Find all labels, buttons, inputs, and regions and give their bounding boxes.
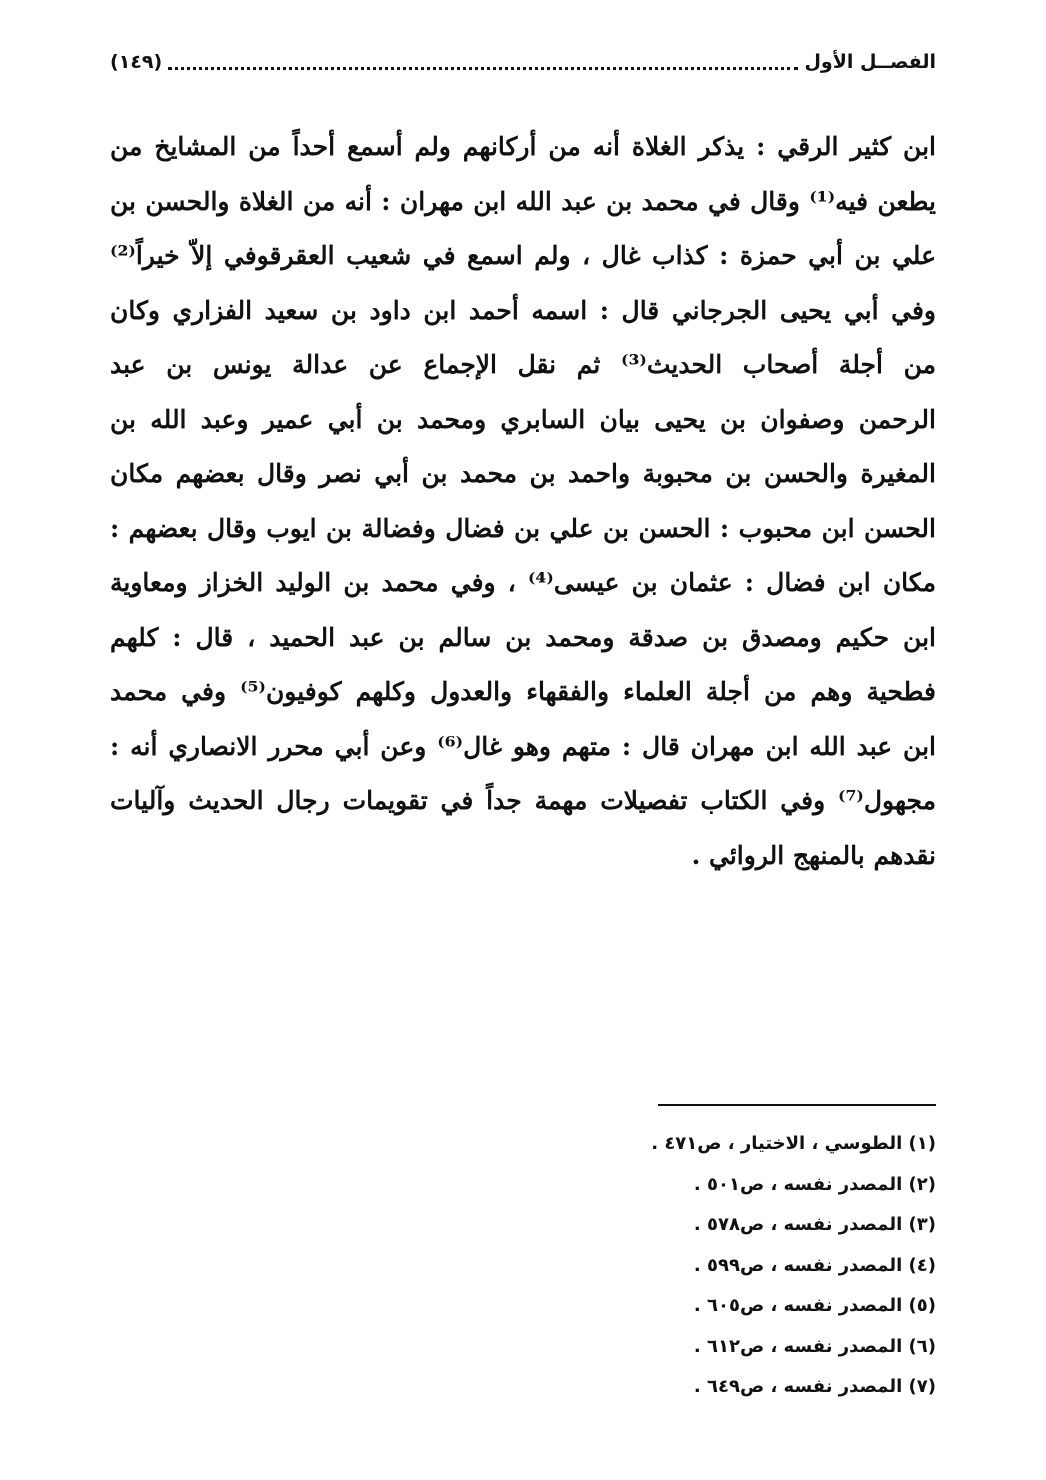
main-text <box>110 120 936 883</box>
page-number: (١٤٩) <box>110 51 163 73</box>
text-line: ابن كثير الرقي : يذكر الغلاة أنه من أركانهم ولم أسمع أحداً من المشايخ من <box>110 132 936 161</box>
footnote: (٥) المصدر نفسه ، ص٦٠٥ . <box>693 1295 936 1316</box>
text-line: وفي أبي يحيى الجرجاني قال : اسمه أحمد ابن داود بن سعيد الفزاري وكان <box>110 295 936 325</box>
text-line: الرحمن وصفوان بن يحيى بيان السابري ومحمد بن أبي عمير وعبد الله بن <box>110 404 936 434</box>
footnote: (٤) المصدر نفسه ، ص٥٩٩ . <box>693 1254 936 1276</box>
text-line: يطعن فيه⁽¹⁾ وقال في محمد بن عبد الله ابن مهران : أنه من الغلاة والحسن بن <box>110 186 936 216</box>
text-line: من أجلة أصحاب الحديث⁽³⁾ ثم نقل الإجماع عن عدالة يونس بن عبد <box>110 350 936 379</box>
text-line: ابن عبد الله ابن مهران قال : متهم وهو غال⁽⁶⁾ وعن أبي محرر الانصاري أنه : <box>110 731 936 761</box>
footnote: (٧) المصدر نفسه ، ص٦٤٩ . <box>693 1376 936 1397</box>
footnote: (٦) المصدر نفسه ، ص٦١٢ . <box>693 1335 936 1357</box>
text-line: الحسن ابن محبوب : الحسن بن علي بن فضال وفضالة بن ايوب وقال بعضهم : <box>110 513 936 543</box>
chapter-title: الفصــل الأول <box>804 51 936 73</box>
text-line: ابن حكيم ومصدق بن صدقة ومحمد بن سالم بن عبد الحميد ، قال : كلهم <box>110 622 936 652</box>
header-dot-leader <box>168 67 798 70</box>
footnote: (٢) المصدر نفسه ، ص٥٠١ . <box>693 1173 936 1195</box>
text-line: المغيرة والحسن بن محبوبة واحمد بن محمد بن أبي نصر وقال بعضهم مكان <box>110 459 936 488</box>
text-line: فطحية وهم من أجلة العلماء والفقهاء والعدول وكلهم كوفيون⁽⁵⁾ وفي محمد <box>110 677 936 706</box>
footnote-separator <box>658 1104 936 1106</box>
footnotes <box>110 1124 936 1408</box>
footnote: (١) الطوسي ، الاختيار ، ص٤٧١ . <box>651 1133 936 1154</box>
text-line: نقدهم بالمنهج الروائي . <box>691 840 936 870</box>
footnote: (٣) المصدر نفسه ، ص٥٧٨ . <box>693 1214 936 1235</box>
text-line: علي بن أبي حمزة : كذاب غال ، ولم اسمع في شعيب العقرقوفي إلاّ خيراً⁽²⁾ <box>110 241 936 270</box>
text-line: مكان ابن فضال : عثمان بن عيسى⁽⁴⁾ ، وفي محمد بن الوليد الخزاز ومعاوية <box>110 568 936 597</box>
running-header <box>110 42 936 82</box>
text-line: مجهول⁽⁷⁾ وفي الكتاب تفصيلات مهمة جداً في تقويمات رجال الحديث وآليات <box>110 786 936 815</box>
